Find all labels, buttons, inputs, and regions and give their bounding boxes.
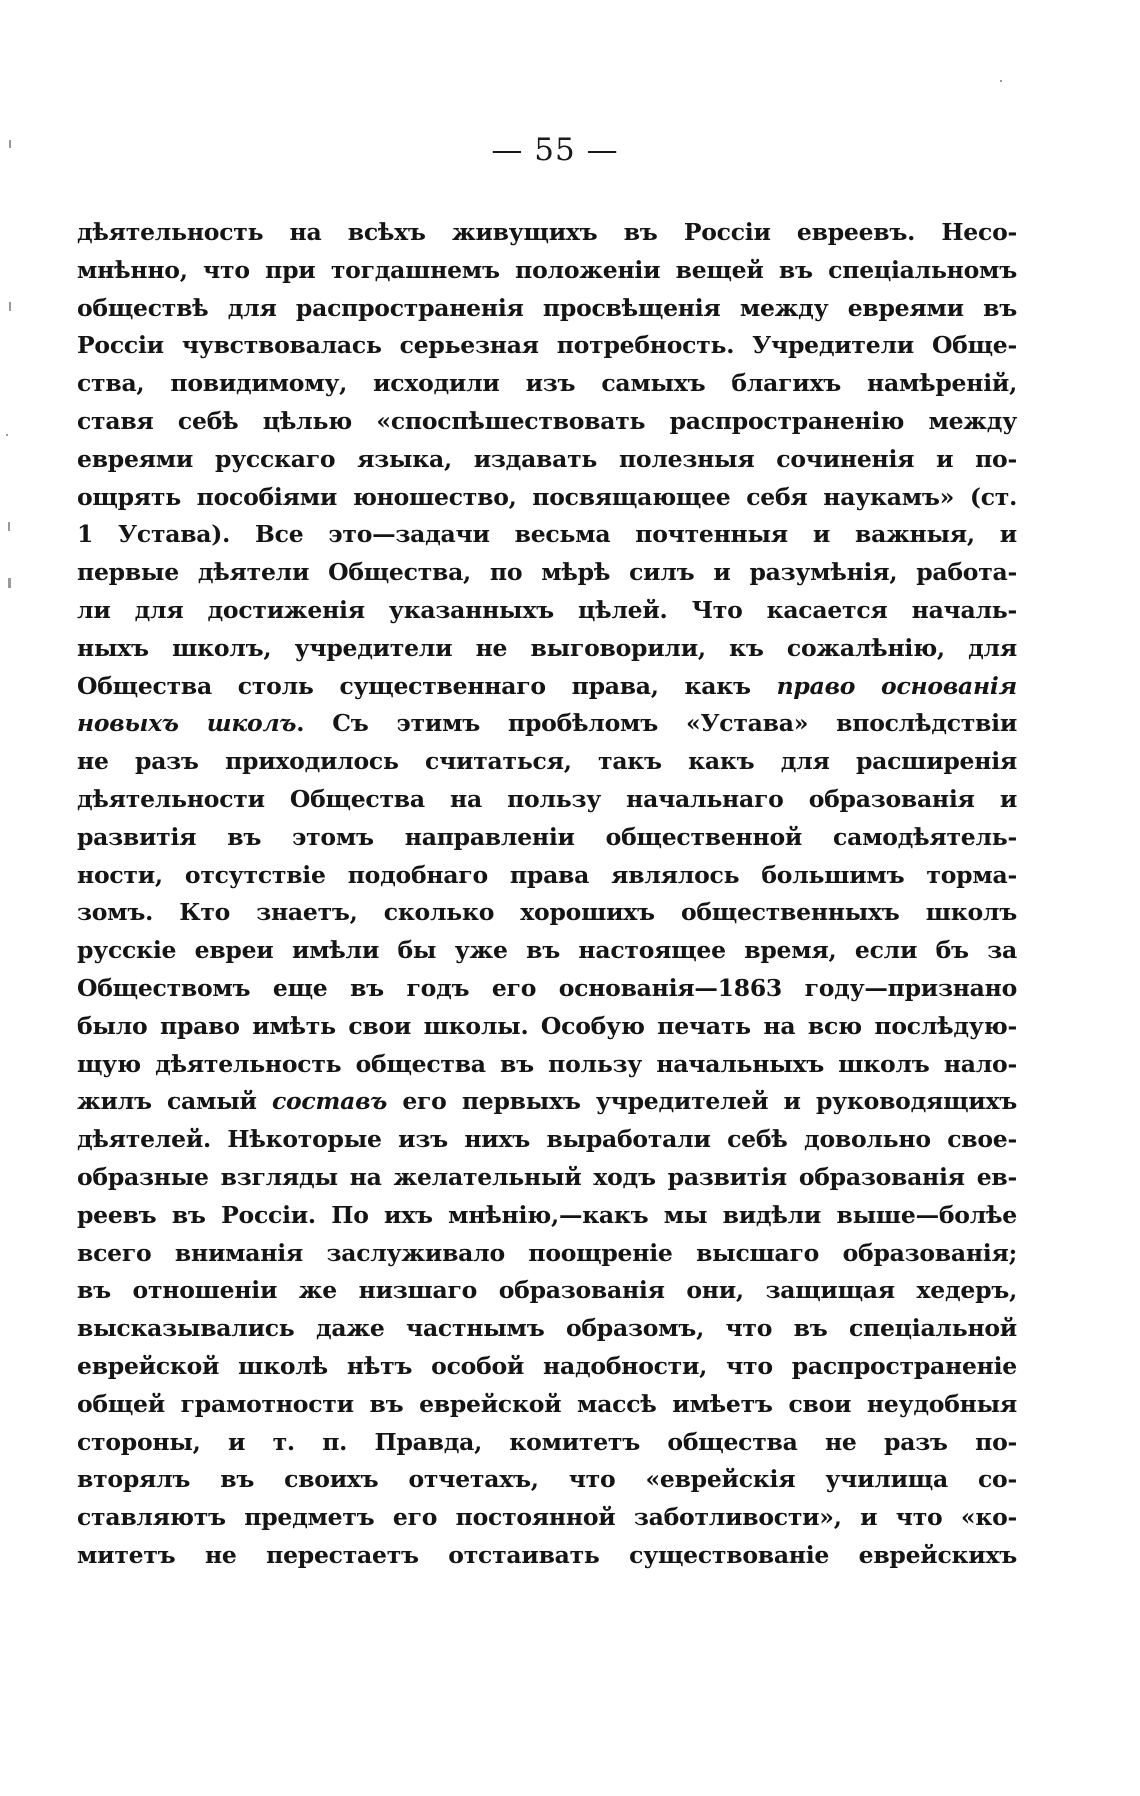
text-segment: ства, повидимому, исходили изъ самыхъ благихъ намѣреній, — [77, 369, 1017, 398]
text-line — [77, 1348, 1017, 1386]
text-segment: стороны, и т. п. Правда, комитетъ общества не разъ по- — [77, 1427, 1017, 1456]
text-line — [77, 290, 1017, 328]
text-line — [77, 516, 1017, 554]
text-segment: митетъ не перестаетъ отстаивать существованіе еврейскихъ — [77, 1540, 1017, 1569]
scan-speck — [6, 434, 8, 436]
text-segment: ставляютъ предметъ его постоянной заботливости», и что «ко- — [77, 1503, 1017, 1532]
text-segment: было право имѣть свои школы. Особую печать на всю послѣдую- — [77, 1011, 1017, 1040]
text-line — [77, 592, 1017, 630]
text-line — [77, 1159, 1017, 1197]
text-line — [77, 554, 1017, 592]
text-segment: щую дѣятельность общества въ пользу начальныхъ школъ нало- — [77, 1049, 1017, 1078]
text-line — [77, 705, 1017, 743]
text-segment: обществѣ для распространенія просвѣщенія между евреями въ — [77, 293, 1017, 322]
text-line — [77, 894, 1017, 932]
text-line — [77, 1008, 1017, 1046]
text-segment: не разъ приходилось считаться, такъ какъ для расширенія — [77, 747, 1017, 776]
text-segment: ставя себѣ цѣлью «споспѣшествовать распространенію между — [77, 406, 1017, 435]
text-line — [77, 1046, 1017, 1084]
text-segment: ныхъ школъ, учредители не выговорили, къ сожалѣнію, для — [77, 633, 1017, 662]
text-line — [77, 403, 1017, 441]
text-segment: его первыхъ учредителей и руководящихъ — [387, 1087, 1017, 1116]
text-segment: ли для достиженія указанныхъ цѣлей. Что касается началь- — [77, 595, 1017, 624]
text-line — [77, 1310, 1017, 1348]
text-segment: реевъ въ Россіи. По ихъ мнѣнію,—какъ мы видѣли выше—болѣе — [77, 1200, 1017, 1229]
text-segment: Россіи чувствовалась серьезная потребность. Учредители Обще- — [77, 331, 1017, 360]
text-line — [77, 668, 1017, 706]
text-line — [77, 932, 1017, 970]
text-segment: дѣятелей. Нѣкоторые изъ нихъ выработали себѣ довольно свое- — [77, 1125, 1017, 1154]
text-line — [77, 1197, 1017, 1235]
text-segment: всего вниманія заслуживало поощреніе высшаго образованія; — [77, 1238, 1017, 1267]
text-line — [77, 781, 1017, 819]
text-line — [77, 441, 1017, 479]
text-line — [77, 479, 1017, 517]
body-text — [77, 214, 1017, 1575]
italic-phrase: составъ — [271, 1087, 388, 1116]
text-line — [77, 1083, 1017, 1121]
text-segment: общей грамотности въ еврейской массѣ имѣетъ свои неудобныя — [77, 1389, 1017, 1418]
text-line — [77, 819, 1017, 857]
text-segment: развитія въ этомъ направленіи общественной самодѣятель- — [77, 822, 1017, 851]
text-line — [77, 365, 1017, 403]
text-segment: ности, отсутствіе подобнаго права являлось большимъ торма- — [77, 860, 1017, 889]
italic-phrase: новыхъ школъ — [77, 709, 297, 738]
text-segment: мнѣнно, что при тогдашнемъ положеніи вещей въ спеціальномъ — [77, 255, 1017, 284]
text-segment: еврейской школѣ нѣтъ особой надобности, что распространеніе — [77, 1351, 1017, 1380]
text-line — [77, 1272, 1017, 1310]
text-segment: евреями русскаго языка, издавать полезныя сочиненія и по- — [77, 444, 1017, 473]
text-line — [77, 1537, 1017, 1575]
text-segment: дѣятельности Общества на пользу начальнаго образованія и — [77, 784, 1017, 813]
text-line — [77, 1386, 1017, 1424]
text-segment: первые дѣятели Общества, по мѣрѣ силъ и разумѣнія, работа- — [77, 558, 1017, 587]
text-segment: русскіе евреи имѣли бы уже въ настоящее время, если бъ за — [77, 936, 1017, 965]
text-line — [77, 1499, 1017, 1537]
scan-speck — [8, 522, 10, 531]
text-segment: высказывались даже частнымъ образомъ, что въ спеціальной — [77, 1314, 1017, 1343]
text-line — [77, 1121, 1017, 1159]
scan-speck — [1000, 80, 1002, 82]
text-segment: зомъ. Кто знаетъ, сколько хорошихъ общественныхъ школъ — [77, 898, 1017, 927]
text-segment: . Съ этимъ пробѣломъ «Устава» впослѣдствіи — [296, 709, 1017, 738]
text-segment: Обществомъ еще въ годъ его основанія—1863 году—признано — [77, 973, 1017, 1002]
text-line — [77, 630, 1017, 668]
text-segment: жилъ самый — [77, 1087, 272, 1116]
scan-speck — [9, 302, 11, 311]
text-segment: Общества столь существеннаго права, какъ — [77, 671, 777, 700]
text-line — [77, 1461, 1017, 1499]
text-line — [77, 970, 1017, 1008]
scan-speck — [8, 578, 11, 588]
text-line — [77, 857, 1017, 895]
text-segment: въ отношеніи же низшаго образованія они, защищая хедеръ, — [77, 1276, 1017, 1305]
italic-phrase: право основанія — [776, 671, 1017, 700]
text-line — [77, 327, 1017, 365]
text-line — [77, 252, 1017, 290]
text-segment: вторялъ въ своихъ отчетахъ, что «еврейскія училища со- — [77, 1465, 1017, 1494]
text-line — [77, 1424, 1017, 1462]
page-number: — 55 — — [491, 132, 619, 168]
text-segment: ощрять пособіями юношество, посвящающее себя наукамъ» (ст. — [77, 482, 1017, 511]
text-line — [77, 743, 1017, 781]
text-segment: дѣятельность на всѣхъ живущихъ въ Россіи евреевъ. Несо- — [77, 218, 1017, 246]
text-segment: образные взгляды на желательный ходъ развитія образованія ев- — [77, 1162, 1017, 1191]
text-line — [77, 1235, 1017, 1273]
text-line — [77, 214, 1017, 252]
text-segment: 1 Устава). Все это—задачи весьма почтенныя и важныя, и — [77, 520, 1017, 549]
